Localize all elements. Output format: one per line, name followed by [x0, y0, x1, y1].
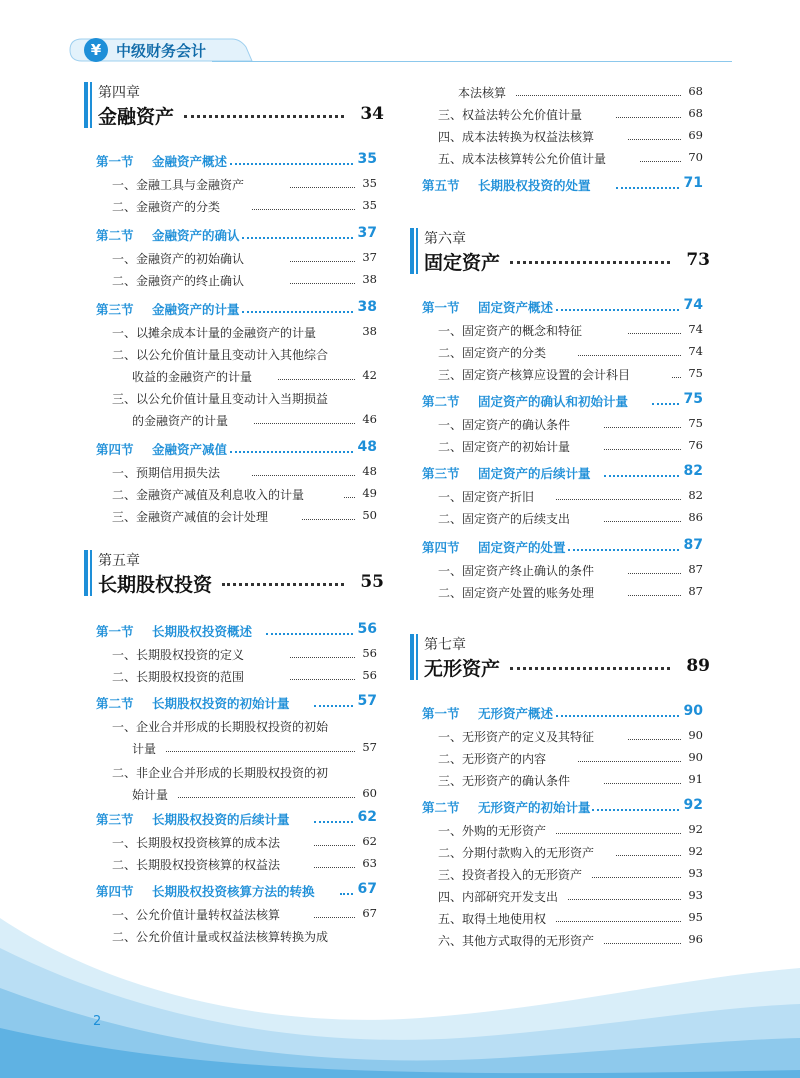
leader-dots	[290, 283, 355, 284]
toc-item	[112, 250, 377, 268]
chapter-title: 金融资产	[98, 106, 175, 128]
running-header	[0, 0, 800, 70]
leader-dots	[604, 521, 681, 522]
item-text: 一、金融资产的初始确认	[112, 252, 245, 266]
item-page: 50	[362, 508, 377, 522]
leader-dots	[616, 855, 681, 856]
section-heading	[420, 392, 715, 410]
section-page: 71	[683, 175, 703, 191]
toc-item	[438, 888, 703, 906]
toc-item-continued	[132, 412, 377, 430]
chapter-page: 55	[360, 572, 384, 592]
leader-dots	[230, 451, 353, 453]
item-page: 60	[362, 786, 377, 800]
toc-item	[438, 322, 703, 340]
toc-item	[112, 646, 377, 664]
item-page: 69	[688, 128, 703, 142]
leader-dots	[578, 355, 681, 356]
leader-dots	[252, 475, 355, 476]
leader-dots	[510, 667, 670, 670]
item-page: 87	[688, 562, 703, 576]
item-page: 93	[688, 866, 703, 880]
page-number: 2	[93, 1014, 102, 1029]
section-number: 第四节	[422, 540, 460, 555]
item-page: 82	[688, 488, 703, 502]
toc-item	[112, 764, 377, 782]
section-number: 第四节	[96, 442, 134, 457]
toc-item	[112, 718, 377, 736]
section-number: 第五节	[422, 178, 460, 193]
item-page: 86	[688, 510, 703, 524]
section-page: 48	[357, 439, 377, 455]
chapter-bar	[84, 550, 92, 596]
item-text: 五、成本法核算转公允价值计量	[438, 152, 607, 166]
item-text: 一、固定资产折旧	[438, 490, 535, 504]
section-heading	[94, 440, 389, 458]
item-text: 二、长期股权投资的范围	[112, 670, 245, 684]
section-heading	[420, 298, 715, 316]
section-page: 75	[683, 391, 703, 407]
section-heading	[420, 798, 715, 816]
item-page: 93	[688, 888, 703, 902]
item-text: 二、固定资产处置的账务处理	[438, 586, 595, 600]
leader-dots	[556, 499, 681, 500]
toc-item	[438, 584, 703, 602]
section-number: 第三节	[422, 466, 460, 481]
item-text: 二、金融资产减值及利息收入的计量	[112, 488, 305, 502]
section-page: 57	[357, 693, 377, 709]
section-title: 固定资产概述	[478, 300, 554, 315]
chapter-page: 73	[686, 250, 710, 270]
item-text: 二、公允价值计量或权益法核算转换为成	[112, 930, 329, 944]
item-page: 35	[362, 176, 377, 190]
item-text: 六、其他方式取得的无形资产	[438, 934, 595, 948]
section-heading	[420, 464, 715, 482]
item-page: 56	[362, 668, 377, 682]
item-text: 三、无形资产的确认条件	[438, 774, 571, 788]
item-page: 38	[362, 272, 377, 286]
item-text: 本法核算	[458, 86, 507, 100]
section-number: 第三节	[96, 302, 134, 317]
toc-item	[438, 510, 703, 528]
toc-item	[112, 508, 377, 526]
chapter-page: 34	[360, 104, 384, 124]
leader-dots	[344, 497, 355, 498]
leader-dots	[278, 379, 355, 380]
chapter-title: 固定资产	[424, 252, 501, 274]
toc-item	[112, 834, 377, 852]
item-text: 三、以公允价值计量且变动计入当期损益	[112, 392, 329, 406]
toc-item	[438, 488, 703, 506]
leader-dots	[510, 261, 670, 264]
chapter-title: 长期股权投资	[98, 574, 213, 596]
item-page: 49	[362, 486, 377, 500]
section-heading	[94, 226, 389, 244]
section-title: 长期股权投资概述	[152, 624, 253, 639]
header-title: 中级财务会计	[116, 42, 207, 60]
toc-item	[438, 844, 703, 862]
item-text: 一、长期股权投资核算的成本法	[112, 836, 281, 850]
toc-item	[112, 346, 377, 364]
toc-item	[438, 750, 703, 768]
leader-dots	[672, 377, 681, 378]
section-heading	[94, 300, 389, 318]
section-page: 87	[683, 537, 703, 553]
leader-dots	[290, 657, 355, 658]
toc-item	[438, 728, 703, 746]
section-title: 长期股权投资的后续计量	[152, 812, 290, 827]
leader-dots	[242, 237, 353, 239]
section-title: 固定资产的确认和初始计量	[478, 394, 629, 409]
item-page: 75	[688, 416, 703, 430]
item-page: 70	[688, 150, 703, 164]
item-text: 四、内部研究开发支出	[438, 890, 559, 904]
section-number: 第四节	[96, 884, 134, 899]
item-text: 一、金融工具与金融资产	[112, 178, 245, 192]
section-page: 62	[357, 809, 377, 825]
toc-item	[438, 416, 703, 434]
item-page: 92	[688, 822, 703, 836]
section-title: 金融资产概述	[152, 154, 228, 169]
section-title: 金融资产的计量	[152, 302, 240, 317]
section-title: 固定资产的处置	[478, 540, 566, 555]
leader-dots	[604, 783, 681, 784]
item-text: 一、固定资产的确认条件	[438, 418, 571, 432]
toc-item	[438, 106, 703, 124]
toc-item-continued	[458, 84, 703, 102]
item-page: 67	[362, 906, 377, 920]
section-title: 长期股权投资的处置	[478, 178, 591, 193]
section-heading	[94, 882, 389, 900]
section-number: 第二节	[96, 696, 134, 711]
section-title: 固定资产的后续计量	[478, 466, 591, 481]
leader-dots	[302, 519, 355, 520]
item-page: 48	[362, 464, 377, 478]
section-number: 第二节	[422, 394, 460, 409]
section-number: 第一节	[422, 706, 460, 721]
leader-dots	[568, 899, 681, 900]
item-text: 二、固定资产的后续支出	[438, 512, 571, 526]
item-text: 一、以摊余成本计量的金融资产的计量	[112, 326, 317, 340]
item-page: 57	[362, 740, 377, 754]
item-text: 一、企业合并形成的长期股权投资的初始	[112, 720, 329, 734]
section-number: 第二节	[422, 800, 460, 815]
leader-dots	[628, 573, 681, 574]
section-page: 38	[357, 299, 377, 315]
leader-dots	[254, 423, 355, 424]
chapter-bar	[84, 82, 92, 128]
toc-item	[112, 464, 377, 482]
leader-dots	[578, 761, 681, 762]
section-page: 90	[683, 703, 703, 719]
toc-item-continued	[132, 368, 377, 386]
item-page: 92	[688, 844, 703, 858]
toc-item	[112, 198, 377, 216]
section-heading	[420, 538, 715, 556]
chapter-page: 89	[686, 656, 710, 676]
item-page: 75	[688, 366, 703, 380]
item-text: 二、非企业合并形成的长期股权投资的初	[112, 766, 329, 780]
leader-dots	[242, 311, 353, 313]
leader-dots	[628, 595, 681, 596]
toc-item	[438, 772, 703, 790]
leader-dots	[314, 845, 355, 846]
item-page: 74	[688, 322, 703, 336]
item-text: 一、外购的无形资产	[438, 824, 547, 838]
section-number: 第一节	[96, 154, 134, 169]
toc-item	[438, 366, 703, 384]
leader-dots	[178, 797, 355, 798]
chapter-bar	[410, 634, 418, 680]
item-page: 62	[362, 834, 377, 848]
section-heading	[420, 704, 715, 722]
leader-dots	[290, 187, 355, 188]
item-text: 三、权益法转公允价值计量	[438, 108, 583, 122]
section-heading	[94, 810, 389, 828]
item-page: 37	[362, 250, 377, 264]
leader-dots	[616, 117, 681, 118]
item-text: 二、分期付款购入的无形资产	[438, 846, 595, 860]
leader-dots	[592, 877, 681, 878]
leader-dots	[314, 821, 353, 823]
item-page: 63	[362, 856, 377, 870]
section-title: 金融资产减值	[152, 442, 228, 457]
item-page: 76	[688, 438, 703, 452]
item-text: 一、固定资产终止确认的条件	[438, 564, 595, 578]
toc-item	[438, 150, 703, 168]
item-page: 96	[688, 932, 703, 946]
section-number: 第二节	[96, 228, 134, 243]
section-title: 无形资产的初始计量	[478, 800, 591, 815]
section-page: 67	[357, 881, 377, 897]
toc-item-continued	[132, 740, 377, 758]
section-page: 37	[357, 225, 377, 241]
toc-item	[112, 390, 377, 408]
section-page: 82	[683, 463, 703, 479]
item-text: 四、成本法转换为权益法核算	[438, 130, 595, 144]
section-page: 74	[683, 297, 703, 313]
leader-dots	[628, 333, 681, 334]
item-text: 的金融资产的计量	[132, 414, 229, 428]
chapter-label: 第四章	[98, 85, 140, 101]
item-page: 91	[688, 772, 703, 786]
item-page: 68	[688, 106, 703, 120]
section-number: 第一节	[422, 300, 460, 315]
decorative-wave	[0, 908, 800, 1078]
leader-dots	[516, 95, 681, 96]
section-heading	[94, 622, 389, 640]
item-page: 90	[688, 728, 703, 742]
item-text: 二、金融资产的分类	[112, 200, 221, 214]
leader-dots	[628, 739, 681, 740]
leader-dots	[252, 209, 355, 210]
leader-dots	[556, 715, 679, 717]
section-heading	[420, 176, 715, 194]
leader-dots	[604, 427, 681, 428]
leader-dots	[556, 309, 679, 311]
section-number: 第三节	[96, 812, 134, 827]
leader-dots	[604, 475, 679, 477]
toc-item	[112, 324, 377, 342]
item-text: 一、长期股权投资的定义	[112, 648, 245, 662]
item-page: 68	[688, 84, 703, 98]
item-text: 一、无形资产的定义及其特征	[438, 730, 595, 744]
leader-dots	[266, 633, 353, 635]
item-text: 二、无形资产的内容	[438, 752, 547, 766]
item-text: 二、固定资产的分类	[438, 346, 547, 360]
item-text: 收益的金融资产的计量	[132, 370, 253, 384]
item-text: 三、金融资产减值的会计处理	[112, 510, 269, 524]
section-page: 92	[683, 797, 703, 813]
toc-item	[112, 856, 377, 874]
toc-item	[438, 822, 703, 840]
chapter-label: 第七章	[424, 637, 466, 653]
item-page: 74	[688, 344, 703, 358]
item-page: 38	[362, 324, 377, 338]
section-page: 35	[357, 151, 377, 167]
section-number: 第一节	[96, 624, 134, 639]
item-text: 二、长期股权投资核算的权益法	[112, 858, 281, 872]
leader-dots	[340, 893, 353, 895]
leader-dots	[604, 449, 681, 450]
chapter-label: 第五章	[98, 553, 140, 569]
toc-item	[438, 438, 703, 456]
leader-dots	[640, 161, 681, 162]
item-text: 一、公允价值计量转权益法核算	[112, 908, 281, 922]
yen-icon: ¥	[84, 38, 108, 62]
item-text: 二、以公允价值计量且变动计入其他综合	[112, 348, 329, 362]
toc-item	[112, 176, 377, 194]
section-heading	[94, 694, 389, 712]
leader-dots	[314, 867, 355, 868]
toc-item	[112, 668, 377, 686]
item-page: 35	[362, 198, 377, 212]
toc-item-continued	[132, 786, 377, 804]
section-heading	[94, 152, 389, 170]
item-page: 90	[688, 750, 703, 764]
leader-dots	[592, 809, 679, 811]
section-page: 56	[357, 621, 377, 637]
section-title: 长期股权投资核算方法的转换	[152, 884, 315, 899]
item-page: 87	[688, 584, 703, 598]
section-title: 金融资产的确认	[152, 228, 240, 243]
toc-item	[438, 562, 703, 580]
leader-dots	[184, 115, 344, 118]
leader-dots	[628, 139, 681, 140]
leader-dots	[290, 679, 355, 680]
item-text: 二、固定资产的初始计量	[438, 440, 571, 454]
leader-dots	[652, 403, 679, 405]
leader-dots	[230, 163, 353, 165]
leader-dots	[290, 261, 355, 262]
leader-dots	[314, 705, 353, 707]
leader-dots	[222, 583, 344, 586]
chapter-bar	[410, 228, 418, 274]
item-text: 一、预期信用损失法	[112, 466, 221, 480]
item-text: 三、投资者投入的无形资产	[438, 868, 583, 882]
item-page: 56	[362, 646, 377, 660]
item-text: 二、金融资产的终止确认	[112, 274, 245, 288]
item-page: 46	[362, 412, 377, 426]
leader-dots	[556, 833, 681, 834]
chapter-title: 无形资产	[424, 658, 501, 680]
item-text: 一、固定资产的概念和特征	[438, 324, 583, 338]
header-rule	[212, 61, 732, 62]
item-page: 95	[688, 910, 703, 924]
leader-dots	[166, 751, 355, 752]
item-page: 42	[362, 368, 377, 382]
leader-dots	[568, 549, 679, 551]
toc-item	[438, 128, 703, 146]
leader-dots	[616, 187, 679, 189]
item-text: 始计量	[132, 788, 169, 802]
chapter-label: 第六章	[424, 231, 466, 247]
section-title: 长期股权投资的初始计量	[152, 696, 290, 711]
item-text: 三、固定资产核算应设置的会计科目	[438, 368, 631, 382]
toc-item	[112, 486, 377, 504]
item-text: 五、取得土地使用权	[438, 912, 547, 926]
section-title: 无形资产概述	[478, 706, 554, 721]
toc-item	[438, 866, 703, 884]
item-text: 计量	[132, 742, 157, 756]
toc-item	[112, 272, 377, 290]
toc-item	[438, 344, 703, 362]
